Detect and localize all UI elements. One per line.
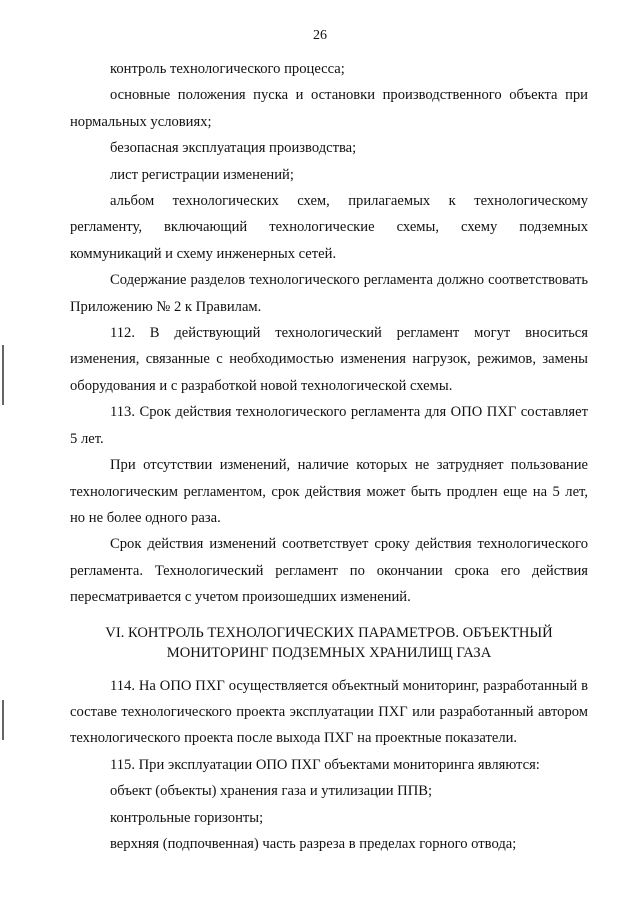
paragraph: верхняя (подпочвенная) часть разреза в пределах горного отвода;	[110, 835, 517, 852]
section-heading-line: VI. КОНТРОЛЬ ТЕХНОЛОГИЧЕСКИХ ПАРАМЕТРОВ. ОБЪЕКТНЫЙ	[105, 624, 553, 641]
section-heading-line: МОНИТОРИНГ ПОДЗЕМНЫХ ХРАНИЛИЩ ГАЗА	[166, 644, 492, 661]
paragraph: объект (объекты) хранения газа и утилизации ППВ;	[110, 783, 433, 800]
paragraph: 114. На ОПО ПХГ осуществляется объектный мониторинг, разработанный в составе технологического проекта эксплуатации ПХГ или разработанный автором технологического проекта после выхода ПХГ на проектные показатели.	[70, 677, 588, 747]
section-heading	[70, 623, 588, 663]
document-body	[70, 56, 588, 857]
page-number: 26	[313, 28, 327, 43]
paragraph: безопасная эксплуатация производства;	[110, 140, 357, 157]
paragraph: контрольные горизонты;	[110, 809, 264, 826]
paragraph: 112. В действующий технологический регламент могут вноситься изменения, связанные с необходимостью изменения нагрузок, режимов, замены оборудования и с разработкой новой технологической схемы.	[70, 325, 588, 394]
paragraph: Содержание разделов технологического регламента должно соответствовать Приложению № 2 к Правилам.	[70, 272, 588, 315]
paragraph: лист регистрации изменений;	[110, 166, 294, 183]
scan-edge-mark	[2, 345, 4, 405]
paragraph: контроль технологического процесса;	[110, 61, 345, 77]
paragraph: 115. При эксплуатации ОПО ПХГ объектами мониторинга являются:	[110, 756, 540, 773]
paragraph: основные положения пуска и остановки производственного объекта при нормальных условиях;	[70, 87, 588, 130]
paragraph: При отсутствии изменений, наличие которых не затрудняет пользование технологическим регламентом, срок действия может быть продлен еще на 5 лет, но не более одного раза.	[70, 457, 588, 526]
paragraph: альбом технологических схем, прилагаемых к технологическому регламенту, включающий технологические схемы, схему подземных коммуникаций и схему инженерных сетей.	[70, 193, 588, 262]
scan-edge-mark	[2, 700, 4, 740]
paragraph: Срок действия изменений соответствует сроку действия технологического регламента. Технологический регламент по окончании срока его действия пересматривается с учетом произошедших изменений.	[70, 536, 588, 606]
paragraph: 113. Срок действия технологического регламента для ОПО ПХГ составляет 5 лет.	[70, 404, 588, 447]
